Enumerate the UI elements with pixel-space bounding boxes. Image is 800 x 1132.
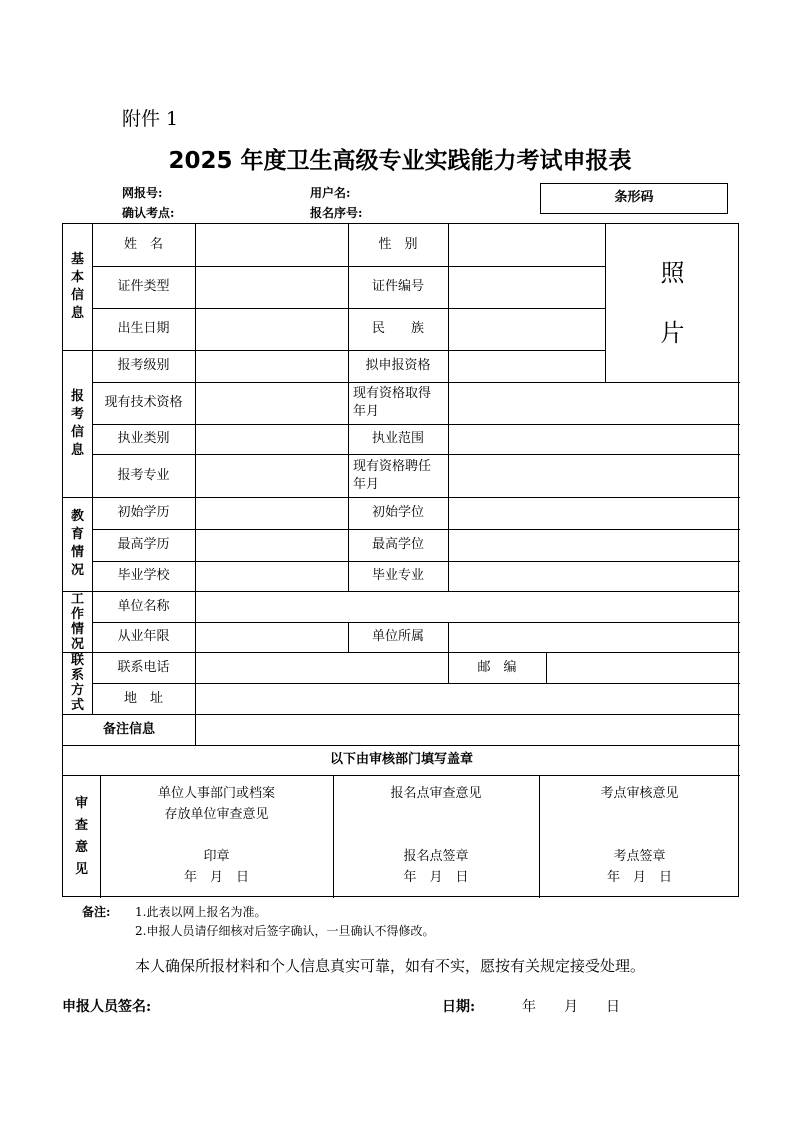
application-form-table bbox=[62, 223, 739, 897]
review-header: 以下由审核部门填写盖章 bbox=[329, 752, 473, 767]
section-contact: 联 系 方 式 bbox=[70, 653, 84, 713]
label-practice-scope: 执业范围 bbox=[371, 431, 424, 446]
review-col3-date: 年 月 日 bbox=[606, 870, 672, 885]
form-title: 2025 年度卫生高级专业实践能力考试申报表 bbox=[168, 148, 632, 174]
notes-label: 备注: bbox=[82, 905, 111, 919]
review-col3-stamp: 考点签章 bbox=[613, 849, 666, 864]
label-highest-education: 最高学历 bbox=[117, 537, 170, 552]
label-remarks: 备注信息 bbox=[102, 721, 155, 737]
label-initial-degree: 初始学位 bbox=[371, 505, 424, 520]
label-exam-major: 报考专业 bbox=[117, 467, 170, 483]
note-2: 2.申报人员请仔细核对后签字确认，一旦确认不得修改。 bbox=[135, 924, 435, 938]
note-1: 1.此表以网上报名为准。 bbox=[135, 905, 267, 919]
label-qualification-obtain-date: 现有资格取得年月 bbox=[353, 386, 432, 419]
section-work: 工 作 情 况 bbox=[70, 591, 84, 652]
label-name: 姓 名 bbox=[123, 237, 163, 252]
section-basic-info: 基 本 信 息 bbox=[70, 252, 84, 321]
section-exam-info: 报 考 信 息 bbox=[70, 388, 84, 458]
label-id-number: 证件编号 bbox=[371, 279, 424, 294]
section-education: 教 育 情 况 bbox=[70, 509, 84, 578]
label-affiliation: 单位所属 bbox=[371, 629, 424, 644]
web-no-label: 网报号: bbox=[122, 186, 163, 200]
rule bbox=[195, 224, 196, 745]
label-address: 地 址 bbox=[123, 690, 163, 706]
label-birth-date: 出生日期 bbox=[117, 321, 170, 336]
rule bbox=[63, 775, 740, 776]
review-col1-title-line2: 存放单位审查意见 bbox=[164, 807, 269, 822]
label-employer: 单位名称 bbox=[117, 598, 170, 614]
username-label: 用户名: bbox=[310, 186, 351, 200]
signature-date-label: 日期: bbox=[442, 999, 476, 1015]
label-graduate-major: 毕业专业 bbox=[371, 568, 424, 583]
rule bbox=[546, 652, 547, 683]
serial-label: 报名序号: bbox=[310, 206, 363, 220]
section-review: 审 查 意 见 bbox=[74, 795, 88, 877]
label-practice-type: 执业类别 bbox=[117, 431, 170, 446]
review-col1-date: 年 月 日 bbox=[183, 870, 249, 885]
label-exam-level: 报考级别 bbox=[117, 358, 170, 373]
review-col1-title-line1: 单位人事部门或档案 bbox=[157, 786, 275, 801]
label-id-type: 证件类型 bbox=[117, 279, 170, 294]
label-initial-education: 初始学历 bbox=[117, 505, 170, 520]
signature-label: 申报人员签名: bbox=[62, 999, 152, 1015]
review-col2-title: 报名点审查意见 bbox=[390, 786, 482, 801]
review-col2-date: 年 月 日 bbox=[403, 870, 469, 885]
review-col1-stamp: 印章 bbox=[203, 849, 230, 864]
label-highest-degree: 最高学位 bbox=[371, 537, 424, 552]
label-ethnicity: 民 族 bbox=[371, 321, 424, 336]
label-qualification-hire-date: 现有资格聘任年月 bbox=[353, 458, 432, 492]
review-col3-title: 考点审核意见 bbox=[600, 786, 679, 801]
label-apply-qualification: 拟申报资格 bbox=[365, 358, 431, 373]
rule bbox=[448, 224, 449, 591]
attachment-label: 附件 1 bbox=[122, 108, 179, 130]
label-current-tech-qualification: 现有技术资格 bbox=[104, 395, 183, 410]
photo-box: 照 片 bbox=[660, 259, 685, 347]
exam-site-label: 确认考点: bbox=[122, 206, 175, 220]
signature-date-fields: 年 月 日 bbox=[522, 999, 620, 1015]
label-years-of-practice: 从业年限 bbox=[117, 629, 170, 644]
label-gender: 性 别 bbox=[378, 237, 418, 252]
label-postcode: 邮 编 bbox=[477, 659, 517, 675]
barcode-box: 条形码 bbox=[540, 183, 728, 214]
review-col2-stamp: 报名点签章 bbox=[403, 849, 469, 864]
label-graduate-school: 毕业学校 bbox=[117, 568, 170, 583]
label-phone: 联系电话 bbox=[117, 659, 170, 675]
declaration-text: 本人确保所报材料和个人信息真实可靠，如有不实，愿按有关规定接受处理。 bbox=[135, 957, 646, 975]
